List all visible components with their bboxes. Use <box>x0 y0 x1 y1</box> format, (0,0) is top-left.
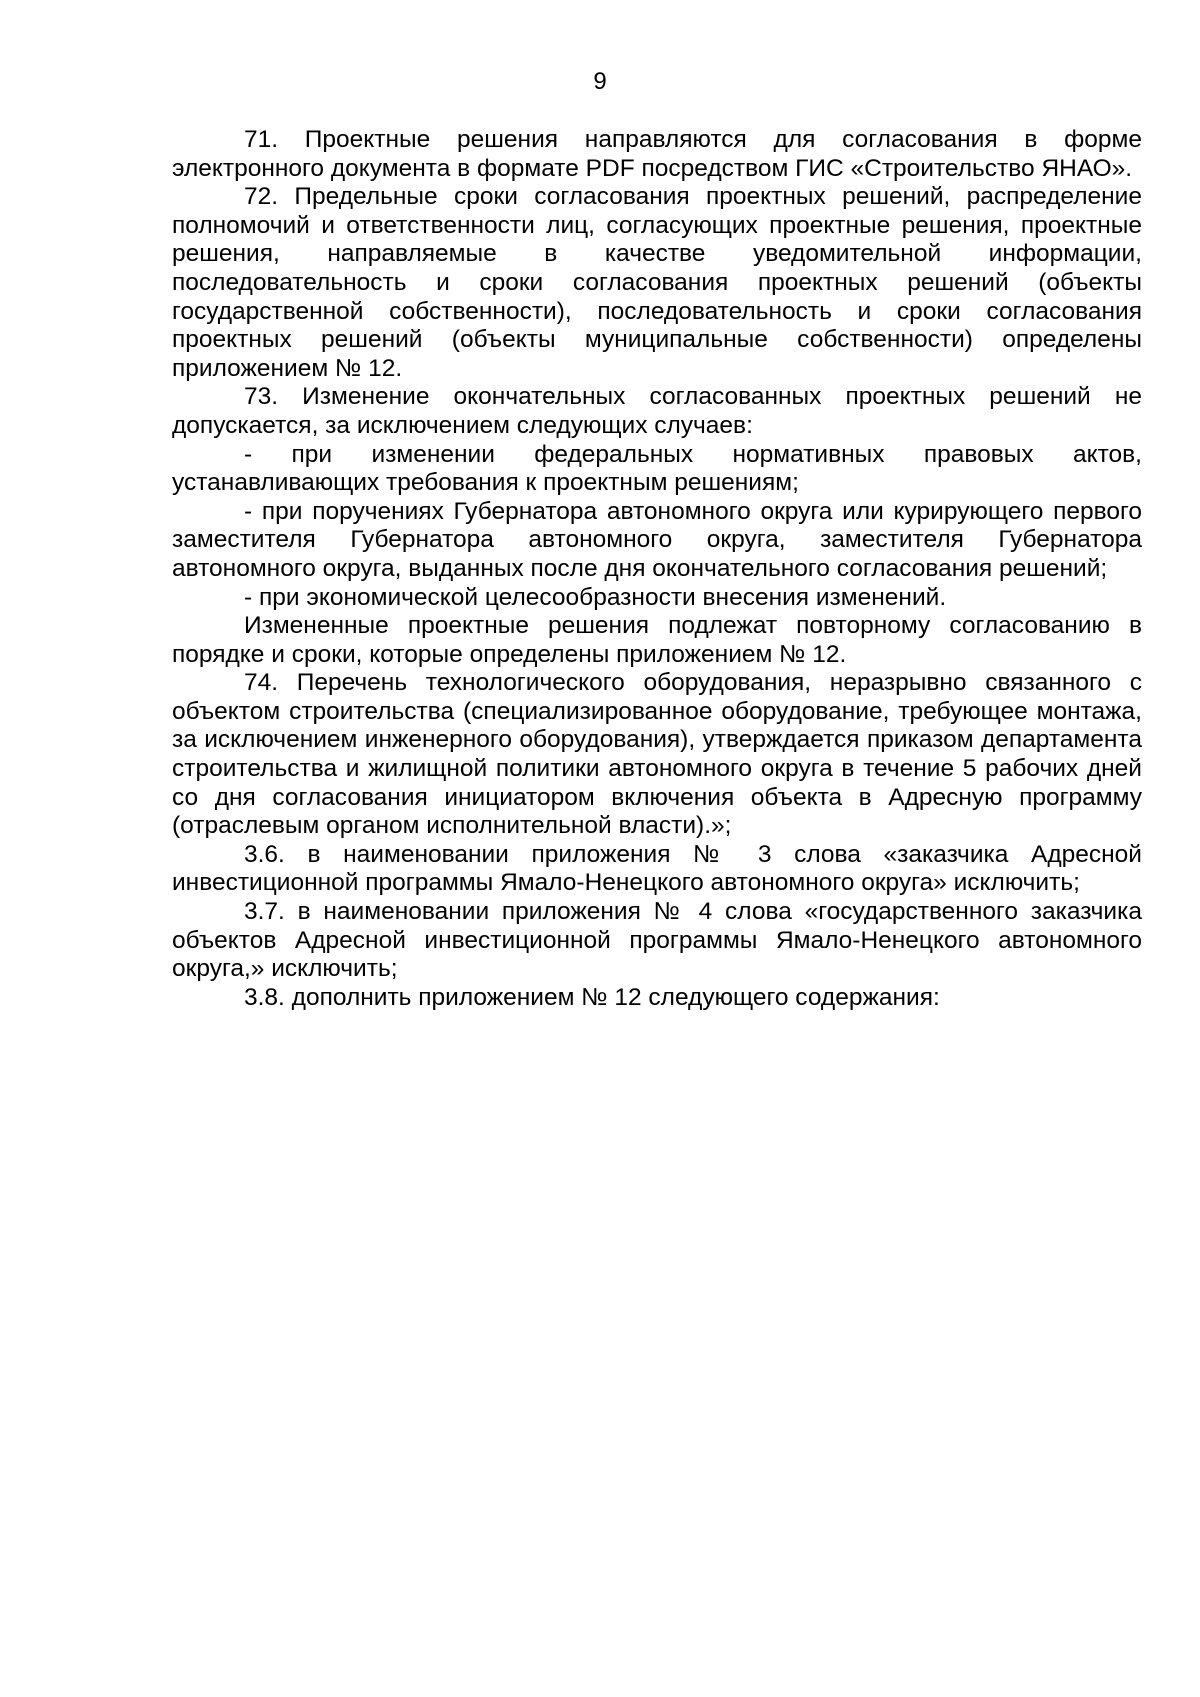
document-body <box>172 126 1142 1012</box>
paragraph-3-6: 3.6. в наименовании приложения № 3 слова «заказчика Адресной инвестиционной программы Ямало-Ненецкого автономного округа» исключить; <box>172 840 1142 897</box>
paragraph-72: 72. Предельные сроки согласования проектных решений, распределение полномочий и ответственности лиц, согласующих проектные решения, проектные решения, направляемые в качестве уведомительной информации, последовательность и сроки согласования проектных решений (объекты государственной собственности), последовательность и сроки согласования проектных решений (объекты муниципальные собственности) определены приложением № 12. <box>172 183 1142 382</box>
paragraph-73: 73. Изменение окончательных согласованных проектных решений не допускается, за исключением следующих случаев: <box>172 383 1142 439</box>
paragraph-74: 74. Перечень технологического оборудования, неразрывно связанного с объектом строительства (специализированное оборудование, требующее монтажа, за исключением инженерного оборудования), утверждается приказом департамента строительства и жилищной политики автономного округа в течение 5 рабочих дней со дня согласования инициатором включения объекта в Адресную программу (отраслевым органом исполнительной власти).»; <box>172 669 1142 840</box>
paragraph-3-8: 3.8. дополнить приложением № 12 следующего содержания: <box>244 983 940 1011</box>
paragraph-71: 71. Проектные решения направляются для согласования в форме электронного документа в формате PDF посредством ГИС «Строительство ЯНАО». <box>172 126 1142 182</box>
page-number: 9 <box>593 68 607 95</box>
list-item-federal-acts: - при изменении федеральных нормативных правовых актов, устанавливающих требования к проектным решениям; <box>172 440 1142 497</box>
paragraph-3-7: 3.7. в наименовании приложения № 4 слова «государственного заказчика объектов Адресной инвестиционной программы Ямало-Ненецкого автономного округа,» исключить; <box>172 898 1142 983</box>
list-item-governor-orders: - при поручениях Губернатора автономного округа или курирующего первого заместителя Губернатора автономного округа, заместителя Губернатора автономного округа, выданных после дня окончательного согласования решений; <box>172 497 1142 582</box>
list-item-economic-feasibility: - при экономической целесообразности внесения изменений. <box>244 583 947 611</box>
paragraph-repeat-approval: Измененные проектные решения подлежат повторному согласованию в порядке и сроки, которые определены приложением № 12. <box>172 612 1142 668</box>
